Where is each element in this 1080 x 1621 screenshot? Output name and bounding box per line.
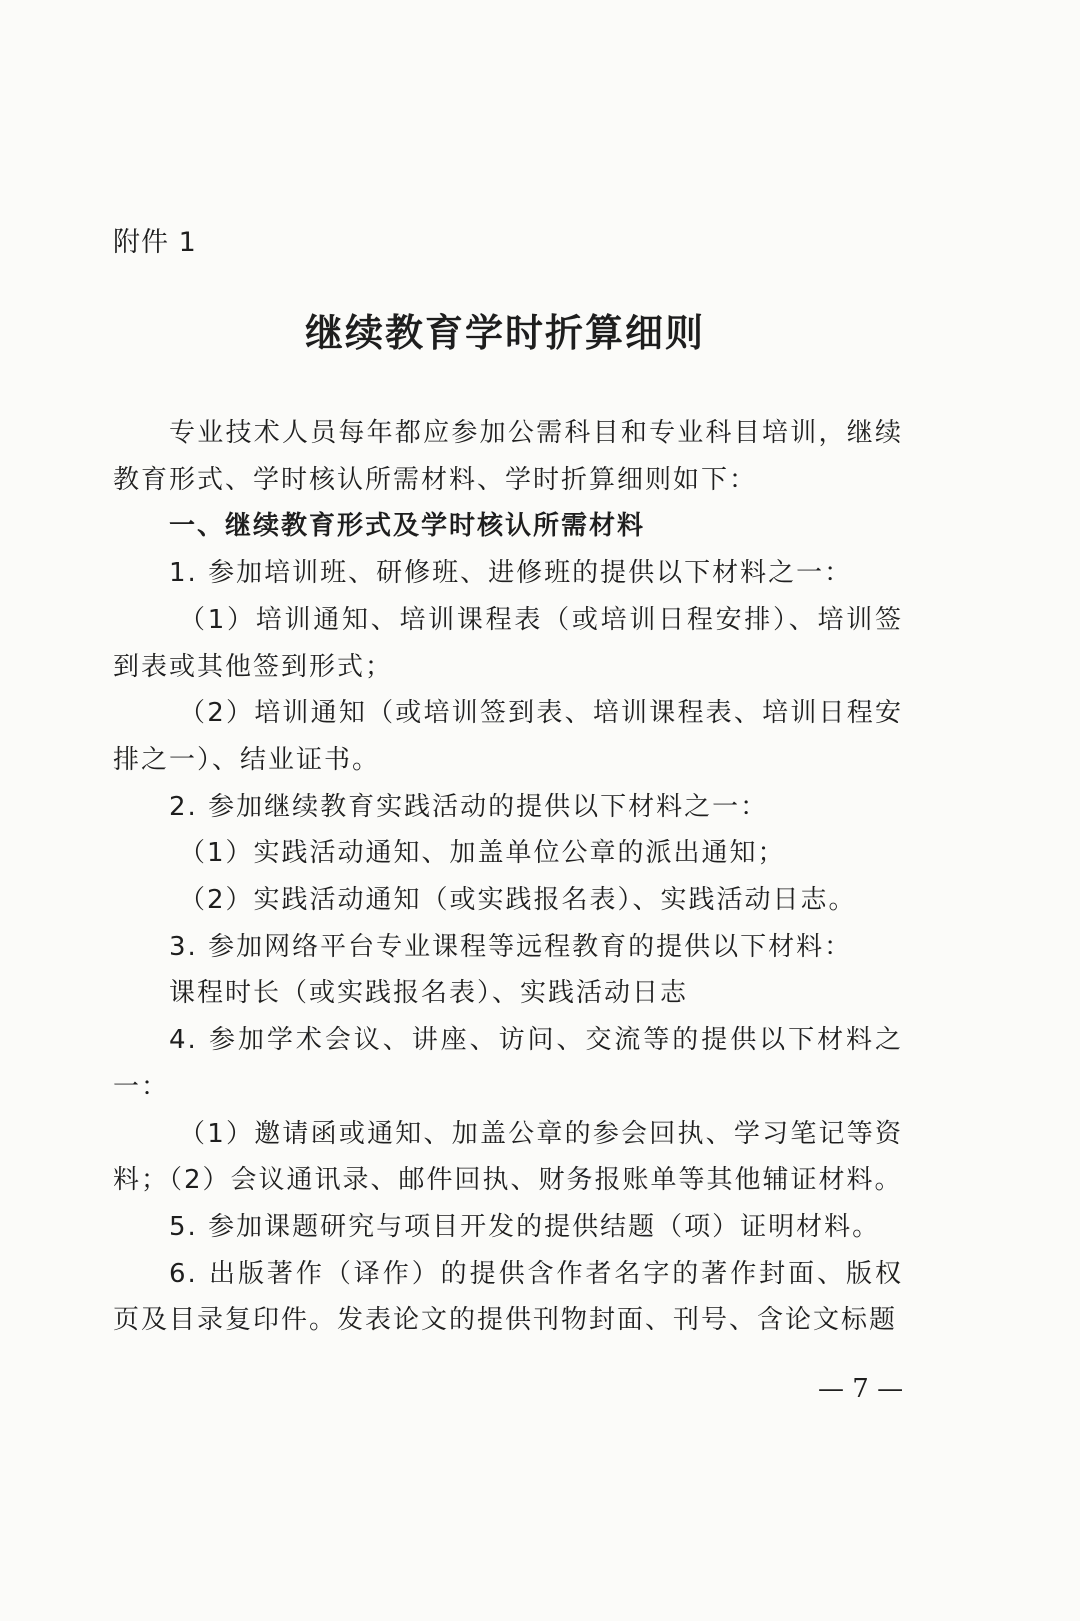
item-3-materials: 课程时长（或实践报名表）、实践活动日志: [169, 978, 689, 1009]
document-title: 继续教育学时折算细则: [304, 311, 705, 355]
section-heading: 一、继续教育形式及学时核认所需材料: [169, 511, 646, 542]
item-5-research: 5. 参加课题研究与项目开发的提供结题（项）证明材料。: [169, 1211, 881, 1242]
page-number: — 7 —: [818, 1374, 904, 1404]
item-2-option-2: （2）实践活动通知（或实践报名表）、实践活动日志。: [179, 885, 857, 916]
item-4-options: （1）邀请函或通知、加盖公章的参会回执、学习笔记等资料；（2）会议通讯录、邮件回执、财务报账单等其他辅证材料。: [113, 1118, 903, 1196]
item-3-online: 3. 参加网络平台专业课程等远程教育的提供以下材料：: [169, 931, 853, 962]
item-1-option-1: （1）培训通知、培训课程表（或培训日程安排）、培训签到表或其他签到形式；: [113, 604, 903, 682]
item-4-conference: 4. 参加学术会议、讲座、访问、交流等的提供以下材料之一：: [113, 1025, 903, 1102]
item-2-practice: 2. 参加继续教育实践活动的提供以下材料之一：: [169, 791, 769, 822]
paragraph-intro: 专业技术人员每年都应参加公需科目和专业科目培训，继续教育形式、学时核认所需材料、学时折算细则如下：: [113, 418, 903, 495]
item-2-option-1: （1）实践活动通知、加盖单位公章的派出通知；: [179, 838, 786, 869]
document-body: [113, 410, 903, 1344]
item-6-publication: 6. 出版著作（译作）的提供含作者名字的著作封面、版权页及目录复印件。发表论文的提供刊物封面、刊号、含论文标题: [113, 1258, 903, 1336]
attachment-label: 附件 1: [113, 227, 197, 258]
item-1-training: 1. 参加培训班、研修班、进修班的提供以下材料之一：: [169, 558, 853, 589]
item-1-option-2: （2）培训通知（或培训签到表、培训课程表、培训日程安排之一）、结业证书。: [113, 698, 903, 775]
